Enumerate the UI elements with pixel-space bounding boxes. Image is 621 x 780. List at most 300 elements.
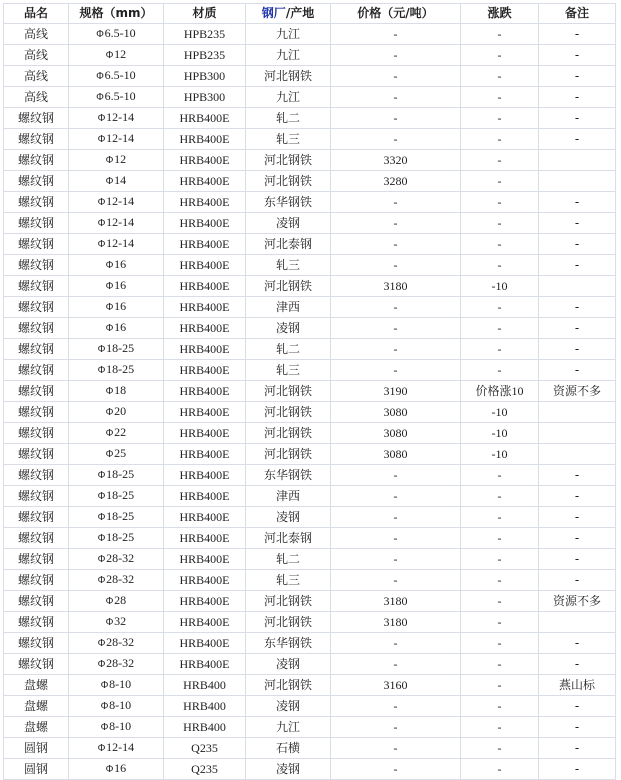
phi-symbol: Φ — [105, 50, 114, 61]
cell-name: 盘螺 — [4, 675, 69, 696]
cell-spec — [69, 654, 164, 675]
cell-spec — [69, 213, 164, 234]
cell-origin: 石横 — [246, 738, 331, 759]
spec-value: 18-25 — [106, 509, 135, 523]
spec-value: 6.5-10 — [104, 26, 136, 40]
table-row — [4, 66, 616, 87]
cell-material: HRB400E — [164, 192, 246, 213]
spec-value: 28-32 — [106, 635, 135, 649]
cell-material: HRB400E — [164, 549, 246, 570]
cell-spec — [69, 24, 164, 45]
cell-material: HRB400 — [164, 696, 246, 717]
cell-origin: 河北钢铁 — [246, 171, 331, 192]
phi-symbol: Φ — [97, 512, 106, 523]
cell-spec — [69, 360, 164, 381]
cell-material: HRB400E — [164, 486, 246, 507]
cell-material: HRB400E — [164, 234, 246, 255]
header-change: 涨跌 — [461, 4, 539, 24]
cell-spec — [69, 129, 164, 150]
table-row — [4, 276, 616, 297]
cell-note: - — [539, 465, 616, 486]
cell-price: 3180 — [331, 591, 461, 612]
cell-price: - — [331, 759, 461, 780]
cell-price: - — [331, 255, 461, 276]
cell-origin: 河北钢铁 — [246, 591, 331, 612]
phi-symbol: Φ — [105, 386, 114, 397]
cell-note — [539, 150, 616, 171]
table-row — [4, 318, 616, 339]
cell-origin: 东华钢铁 — [246, 465, 331, 486]
cell-price: - — [331, 213, 461, 234]
cell-note — [539, 276, 616, 297]
cell-origin: 凌钢 — [246, 654, 331, 675]
cell-origin: 轧三 — [246, 570, 331, 591]
cell-spec — [69, 66, 164, 87]
cell-name: 螺纹钢 — [4, 150, 69, 171]
phi-symbol: Φ — [97, 113, 106, 124]
table-row — [4, 381, 616, 402]
phi-symbol: Φ — [97, 239, 106, 250]
header-origin-link[interactable]: 钢厂 — [261, 6, 286, 20]
table-row — [4, 486, 616, 507]
cell-material: HRB400E — [164, 108, 246, 129]
spec-value: 12-14 — [106, 110, 135, 124]
table-row — [4, 528, 616, 549]
cell-name: 螺纹钢 — [4, 192, 69, 213]
cell-note: - — [539, 633, 616, 654]
cell-name: 螺纹钢 — [4, 213, 69, 234]
cell-spec — [69, 696, 164, 717]
cell-price: - — [331, 318, 461, 339]
cell-material: HPB300 — [164, 87, 246, 108]
cell-name: 螺纹钢 — [4, 654, 69, 675]
spec-value: 16 — [114, 278, 127, 292]
cell-change: - — [461, 87, 539, 108]
cell-note: - — [539, 318, 616, 339]
cell-origin: 九江 — [246, 87, 331, 108]
cell-note: - — [539, 234, 616, 255]
cell-name: 螺纹钢 — [4, 297, 69, 318]
cell-name: 高线 — [4, 24, 69, 45]
cell-change: - — [461, 171, 539, 192]
cell-material: HRB400E — [164, 507, 246, 528]
cell-name: 螺纹钢 — [4, 108, 69, 129]
cell-name: 螺纹钢 — [4, 570, 69, 591]
cell-price: - — [331, 465, 461, 486]
cell-change: - — [461, 759, 539, 780]
cell-change: - — [461, 318, 539, 339]
cell-note: - — [539, 360, 616, 381]
cell-note: - — [539, 570, 616, 591]
cell-origin[interactable]: 河北泰钢 — [246, 234, 331, 255]
table-body — [4, 24, 616, 780]
cell-change: - — [461, 591, 539, 612]
phi-symbol: Φ — [97, 197, 106, 208]
cell-spec — [69, 192, 164, 213]
table-row — [4, 612, 616, 633]
cell-note: - — [539, 486, 616, 507]
header-origin-rest: /产地 — [285, 6, 315, 20]
cell-material: HRB400E — [164, 339, 246, 360]
cell-change: - — [461, 108, 539, 129]
cell-material: HRB400E — [164, 381, 246, 402]
cell-origin: 河北钢铁 — [246, 423, 331, 444]
spec-value: 28-32 — [106, 572, 135, 586]
table-row — [4, 717, 616, 738]
cell-change: - — [461, 192, 539, 213]
cell-price: - — [331, 528, 461, 549]
cell-origin: 轧三 — [246, 360, 331, 381]
cell-change: - — [461, 465, 539, 486]
table-row — [4, 423, 616, 444]
cell-spec — [69, 486, 164, 507]
cell-price: - — [331, 129, 461, 150]
cell-name: 螺纹钢 — [4, 255, 69, 276]
cell-price: 3160 — [331, 675, 461, 696]
spec-value: 18-25 — [106, 341, 135, 355]
cell-change: - — [461, 528, 539, 549]
phi-symbol: Φ — [105, 323, 114, 334]
cell-note: - — [539, 696, 616, 717]
cell-spec — [69, 528, 164, 549]
phi-symbol: Φ — [97, 365, 106, 376]
spec-value: 28 — [114, 593, 127, 607]
spec-value: 18-25 — [106, 467, 135, 481]
table-row — [4, 108, 616, 129]
cell-material: HRB400E — [164, 129, 246, 150]
cell-price: - — [331, 297, 461, 318]
cell-spec — [69, 87, 164, 108]
cell-spec — [69, 591, 164, 612]
cell-name: 螺纹钢 — [4, 528, 69, 549]
spec-value: 12 — [114, 152, 127, 166]
table-row — [4, 171, 616, 192]
cell-origin: 津西 — [246, 486, 331, 507]
cell-name: 螺纹钢 — [4, 360, 69, 381]
spec-value: 16 — [114, 320, 127, 334]
cell-material: HRB400E — [164, 276, 246, 297]
cell-material: Q235 — [164, 738, 246, 759]
cell-note: 资源不多 — [539, 381, 616, 402]
cell-note — [539, 612, 616, 633]
cell-note: - — [539, 66, 616, 87]
phi-symbol: Φ — [105, 281, 114, 292]
cell-material: HRB400E — [164, 255, 246, 276]
phi-symbol: Φ — [100, 680, 109, 691]
phi-symbol: Φ — [97, 491, 106, 502]
cell-note: - — [539, 738, 616, 759]
spec-value: 8-10 — [109, 698, 132, 712]
cell-price: - — [331, 717, 461, 738]
spec-value: 16 — [114, 257, 127, 271]
table-row — [4, 591, 616, 612]
phi-symbol: Φ — [97, 533, 106, 544]
cell-note: - — [539, 507, 616, 528]
phi-symbol: Φ — [96, 92, 104, 103]
cell-change: - — [461, 339, 539, 360]
cell-price: 3190 — [331, 381, 461, 402]
cell-origin: 九江 — [246, 45, 331, 66]
cell-material: HRB400E — [164, 423, 246, 444]
table-row — [4, 675, 616, 696]
cell-change: - — [461, 654, 539, 675]
cell-price: - — [331, 339, 461, 360]
cell-material: HRB400E — [164, 444, 246, 465]
cell-spec — [69, 444, 164, 465]
spec-value: 12-14 — [106, 215, 135, 229]
cell-price: - — [331, 66, 461, 87]
cell-material: HPB235 — [164, 45, 246, 66]
cell-change: - — [461, 129, 539, 150]
table-row — [4, 402, 616, 423]
phi-symbol: Φ — [97, 344, 106, 355]
table-row — [4, 45, 616, 66]
spec-value: 18-25 — [106, 530, 135, 544]
cell-origin: 凌钢 — [246, 759, 331, 780]
cell-origin: 轧三 — [246, 129, 331, 150]
phi-symbol: Φ — [105, 176, 114, 187]
cell-note: - — [539, 759, 616, 780]
spec-value: 6.5-10 — [104, 89, 136, 103]
phi-symbol: Φ — [105, 302, 114, 313]
cell-material: HRB400E — [164, 570, 246, 591]
cell-spec — [69, 507, 164, 528]
cell-change: - — [461, 66, 539, 87]
cell-origin: 河北钢铁 — [246, 402, 331, 423]
cell-name: 圆钢 — [4, 759, 69, 780]
cell-origin: 凌钢 — [246, 318, 331, 339]
cell-material: HRB400E — [164, 591, 246, 612]
cell-origin: 河北钢铁 — [246, 675, 331, 696]
table-row — [4, 759, 616, 780]
phi-symbol: Φ — [105, 596, 114, 607]
cell-change: 价格涨10 — [461, 381, 539, 402]
phi-symbol: Φ — [105, 449, 114, 460]
cell-material: HPB300 — [164, 66, 246, 87]
cell-origin: 东华钢铁 — [246, 192, 331, 213]
cell-spec — [69, 675, 164, 696]
phi-symbol: Φ — [97, 638, 106, 649]
cell-change: - — [461, 24, 539, 45]
cell-change: - — [461, 549, 539, 570]
cell-material: HPB235 — [164, 24, 246, 45]
cell-origin: 凌钢 — [246, 696, 331, 717]
cell-origin[interactable]: 津西 — [246, 297, 331, 318]
cell-price: - — [331, 549, 461, 570]
spec-value: 18-25 — [106, 362, 135, 376]
cell-price: - — [331, 192, 461, 213]
cell-origin: 河北泰钢 — [246, 528, 331, 549]
header-name: 品名 — [4, 4, 69, 24]
phi-symbol: Φ — [96, 71, 104, 82]
cell-spec — [69, 402, 164, 423]
phi-symbol: Φ — [97, 575, 106, 586]
cell-note — [539, 423, 616, 444]
cell-spec — [69, 339, 164, 360]
cell-note — [539, 402, 616, 423]
cell-change: - — [461, 507, 539, 528]
phi-symbol: Φ — [97, 218, 106, 229]
spec-value: 25 — [114, 446, 127, 460]
spec-value: 20 — [114, 404, 127, 418]
table-row — [4, 633, 616, 654]
header-price: 价格（元/吨） — [331, 4, 461, 24]
cell-origin: 九江 — [246, 717, 331, 738]
cell-material: HRB400E — [164, 150, 246, 171]
cell-change: - — [461, 696, 539, 717]
cell-origin: 河北钢铁 — [246, 444, 331, 465]
spec-value: 28-32 — [106, 551, 135, 565]
spec-value: 32 — [114, 614, 127, 628]
spec-value: 18-25 — [106, 488, 135, 502]
cell-price: - — [331, 234, 461, 255]
cell-name: 高线 — [4, 45, 69, 66]
cell-spec — [69, 297, 164, 318]
cell-name[interactable]: 圆钢 — [4, 738, 69, 759]
cell-origin: 轧三 — [246, 255, 331, 276]
cell-change: - — [461, 45, 539, 66]
cell-name: 螺纹钢 — [4, 234, 69, 255]
phi-symbol: Φ — [105, 764, 114, 775]
header-material: 材质 — [164, 4, 246, 24]
cell-change: - — [461, 360, 539, 381]
cell-note: - — [539, 192, 616, 213]
table-row — [4, 87, 616, 108]
cell-spec — [69, 171, 164, 192]
cell-name: 螺纹钢 — [4, 591, 69, 612]
cell-name: 螺纹钢 — [4, 633, 69, 654]
cell-origin: 凌钢 — [246, 507, 331, 528]
phi-symbol: Φ — [105, 407, 114, 418]
cell-material: HRB400E — [164, 612, 246, 633]
cell-spec — [69, 150, 164, 171]
cell-change: - — [461, 570, 539, 591]
table-row — [4, 150, 616, 171]
cell-note: 资源不多 — [539, 591, 616, 612]
spec-value: 12-14 — [106, 740, 135, 754]
cell-origin: 东华钢铁 — [246, 633, 331, 654]
table-row — [4, 129, 616, 150]
cell-note: - — [539, 717, 616, 738]
cell-note: - — [539, 45, 616, 66]
table-row — [4, 549, 616, 570]
cell-spec — [69, 423, 164, 444]
phi-symbol: Φ — [97, 743, 106, 754]
table-row — [4, 738, 616, 759]
cell-name: 螺纹钢 — [4, 549, 69, 570]
cell-change: - — [461, 633, 539, 654]
cell-material: HRB400E — [164, 213, 246, 234]
cell-note — [539, 444, 616, 465]
cell-price: - — [331, 360, 461, 381]
cell-material: HRB400E — [164, 654, 246, 675]
phi-symbol: Φ — [96, 29, 104, 40]
cell-spec — [69, 108, 164, 129]
cell-material: HRB400E — [164, 528, 246, 549]
cell-price: 3080 — [331, 444, 461, 465]
cell-note: - — [539, 129, 616, 150]
table-row — [4, 570, 616, 591]
header-spec: 规格（mm） — [69, 4, 164, 24]
phi-symbol: Φ — [97, 554, 106, 565]
cell-price: 3320 — [331, 150, 461, 171]
cell-spec — [69, 759, 164, 780]
cell-change: -10 — [461, 444, 539, 465]
cell-name: 螺纹钢 — [4, 444, 69, 465]
cell-name: 螺纹钢 — [4, 318, 69, 339]
table-row — [4, 339, 616, 360]
table-row — [4, 24, 616, 45]
cell-name: 盘螺 — [4, 696, 69, 717]
phi-symbol: Φ — [97, 134, 106, 145]
cell-material: Q235 — [164, 759, 246, 780]
cell-name: 高线 — [4, 66, 69, 87]
spec-value: 12 — [114, 47, 127, 61]
cell-material: HRB400E — [164, 297, 246, 318]
table-row — [4, 444, 616, 465]
cell-note: - — [539, 654, 616, 675]
cell-note: - — [539, 213, 616, 234]
cell-note: - — [539, 339, 616, 360]
spec-value: 28-32 — [106, 656, 135, 670]
cell-spec — [69, 570, 164, 591]
spec-value: 8-10 — [109, 677, 132, 691]
cell-spec — [69, 633, 164, 654]
cell-note: 燕山标 — [539, 675, 616, 696]
cell-origin: 九江 — [246, 24, 331, 45]
spec-value: 12-14 — [106, 236, 135, 250]
cell-price: - — [331, 738, 461, 759]
cell-material: HRB400E — [164, 171, 246, 192]
cell-price: - — [331, 486, 461, 507]
spec-value: 12-14 — [106, 194, 135, 208]
phi-symbol: Φ — [105, 155, 114, 166]
cell-material: HRB400E — [164, 633, 246, 654]
phi-symbol: Φ — [97, 659, 106, 670]
spec-value: 18 — [114, 383, 127, 397]
spec-value: 6.5-10 — [104, 68, 136, 82]
cell-change: -10 — [461, 402, 539, 423]
cell-origin: 河北钢铁 — [246, 612, 331, 633]
steel-price-table — [3, 3, 616, 780]
phi-symbol: Φ — [100, 701, 109, 712]
phi-symbol: Φ — [97, 470, 106, 481]
table-row — [4, 213, 616, 234]
cell-origin[interactable]: 河北钢铁 — [246, 150, 331, 171]
cell-name: 螺纹钢 — [4, 276, 69, 297]
cell-material: HRB400 — [164, 675, 246, 696]
cell-note — [539, 171, 616, 192]
spec-value: 14 — [114, 173, 127, 187]
cell-change: - — [461, 213, 539, 234]
cell-spec — [69, 234, 164, 255]
table-row — [4, 654, 616, 675]
cell-name: 盘螺 — [4, 717, 69, 738]
cell-note: - — [539, 549, 616, 570]
cell-note: - — [539, 255, 616, 276]
cell-spec — [69, 381, 164, 402]
cell-price: - — [331, 507, 461, 528]
cell-price: 3280 — [331, 171, 461, 192]
spec-value: 22 — [114, 425, 127, 439]
phi-symbol: Φ — [105, 260, 114, 271]
cell-origin[interactable]: 凌钢 — [246, 213, 331, 234]
table-header-row — [4, 4, 616, 24]
table-row — [4, 465, 616, 486]
cell-material: HRB400E — [164, 402, 246, 423]
cell-name: 高线 — [4, 87, 69, 108]
cell-origin[interactable]: 河北钢铁 — [246, 66, 331, 87]
